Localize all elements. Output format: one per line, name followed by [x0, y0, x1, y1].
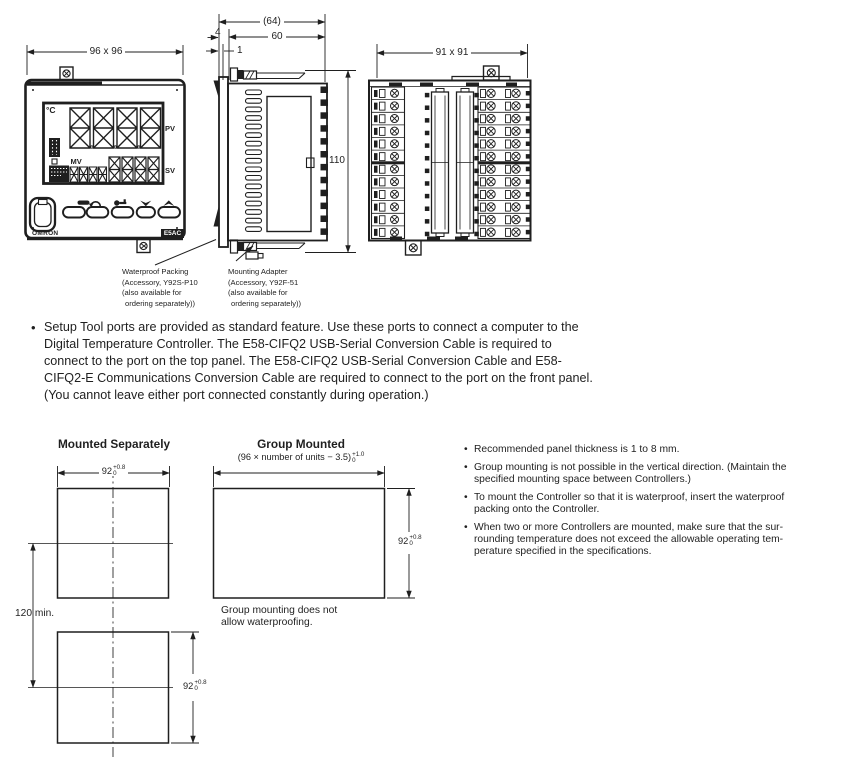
group-height-tol-lower: 0 [409, 539, 413, 547]
group-cutout-drawing [214, 466, 416, 598]
group-caption [221, 605, 337, 630]
separate-width-value: 92 [101, 465, 113, 476]
group-title: Group Mounted [257, 437, 345, 451]
setup-note-line: CIFQ2-E Communications Conversion Cable are required to connect to the port on the front panel. [44, 371, 593, 385]
note-bullet: • [464, 492, 468, 503]
waterproof-packing-callout [122, 267, 198, 310]
side-depth-dim-label: 60 [268, 31, 285, 42]
callout-line: Waterproof Packing [122, 267, 189, 276]
note-line: perature specified in the specifications. [474, 546, 652, 557]
callout-line: Mounting Adapter [228, 267, 288, 276]
side-overall-dim [250, 16, 294, 27]
separate-height-dim [180, 680, 210, 691]
group-height-value: 92 [398, 535, 409, 546]
separate-height-value: 92 [183, 680, 194, 691]
separate-height-tol-upper: +0.8 [194, 679, 207, 686]
group-width-tol-upper: +1.0 [352, 451, 365, 458]
mounting-notes [464, 444, 854, 564]
group-caption-line: allow waterproofing. [221, 617, 313, 629]
group-height-tol-upper: +0.8 [409, 534, 422, 541]
separate-width-tol-lower: 0 [113, 469, 117, 477]
level-key-icon [78, 201, 90, 205]
mounting-adapter-callout [228, 267, 301, 310]
separate-width-dim [78, 465, 149, 476]
separate-title: Mounted Separately [57, 437, 171, 451]
side-depth-dim [258, 31, 296, 42]
callout-line: ordering separately)) [231, 299, 302, 309]
note-line: specified mounting space between Controllers.) [474, 474, 691, 485]
setup-note-line: Setup Tool ports are provided as standard feature. Use these ports to connect a computer to the [44, 320, 579, 334]
mv-label: MV [70, 156, 82, 166]
setup-note-line: connect to the port on the top panel. The E58-CIFQ2 USB-Serial Conversion Cable and E58- [44, 354, 562, 368]
callout-line: ordering separately)) [125, 299, 196, 309]
setup-note-line: Digital Temperature Controller. The E58-CIFQ2 USB-Serial Conversion Cable is required to [44, 337, 552, 351]
note-line: packing onto the Controller. [474, 504, 600, 515]
note-item [464, 444, 854, 456]
note-bullet: • [464, 444, 468, 455]
callout-line: (Accessory, Y92S-P10 [122, 277, 198, 287]
unit-indicator-label: °C [46, 105, 56, 115]
setup-note-bullet: • [31, 320, 36, 335]
note-bullet: • [464, 522, 468, 533]
group-caption-line: Group mounting does not [221, 605, 338, 616]
front-size-dim [70, 46, 142, 57]
front-size-dim-label: 96 x 96 [87, 46, 126, 57]
setup-note-line: (You cannot leave either port connected constantly during operation.) [44, 388, 429, 402]
back-size-dim [415, 47, 489, 58]
note-line: Recommended panel thickness is 1 to 8 mm. [474, 444, 680, 455]
note-line: When two or more Controllers are mounted, make sure that the sur- [474, 522, 784, 533]
sv-label: SV [165, 165, 176, 175]
group-width-formula [223, 452, 379, 463]
callout-line: (also available for [228, 288, 288, 298]
up-key-icon [163, 200, 174, 206]
side-panel-dim-label: 4 [215, 27, 221, 38]
side-gap-dim-label: 1 [237, 45, 243, 56]
back-size-dim-label: 91 x 91 [433, 47, 472, 58]
model-badge: E5AC [161, 229, 184, 239]
group-width-tol-lower: 0 [352, 456, 356, 464]
note-bullet: • [464, 462, 468, 473]
down-key-icon [140, 201, 151, 207]
waterproof-packing-leader [155, 240, 216, 266]
note-item [464, 522, 854, 558]
note-item [464, 462, 854, 486]
back-view-drawing [369, 44, 531, 255]
side-height-dim-label: 110 [329, 155, 345, 166]
separate-width-tol-upper: +0.8 [113, 464, 126, 471]
group-width-formula-base: (96 × number of units − 3.5) [237, 452, 352, 462]
pv-label: PV [165, 124, 176, 133]
group-height-dim [395, 535, 425, 546]
setup-note [44, 319, 593, 404]
note-line: Group mounting is not possible in the vertical direction. (Maintain the [474, 462, 787, 473]
separate-spacing-dim-label: 120 min. [15, 608, 55, 619]
note-item [464, 492, 854, 516]
front-view-drawing [26, 45, 185, 253]
note-line: rounding temperature does not exceed the allowable operating tem- [474, 534, 784, 545]
mode-key-icon [114, 199, 126, 205]
side-overall-dim-label: (64) [260, 16, 284, 27]
callout-line: (Accessory, Y92F-51 [228, 277, 299, 287]
note-line: To mount the Controller so that it is waterproof, insert the waterproof [474, 492, 785, 503]
separate-height-tol-lower: 0 [194, 684, 198, 692]
callout-line: (also available for [122, 288, 182, 298]
brand-logo: OMRON [32, 229, 59, 237]
